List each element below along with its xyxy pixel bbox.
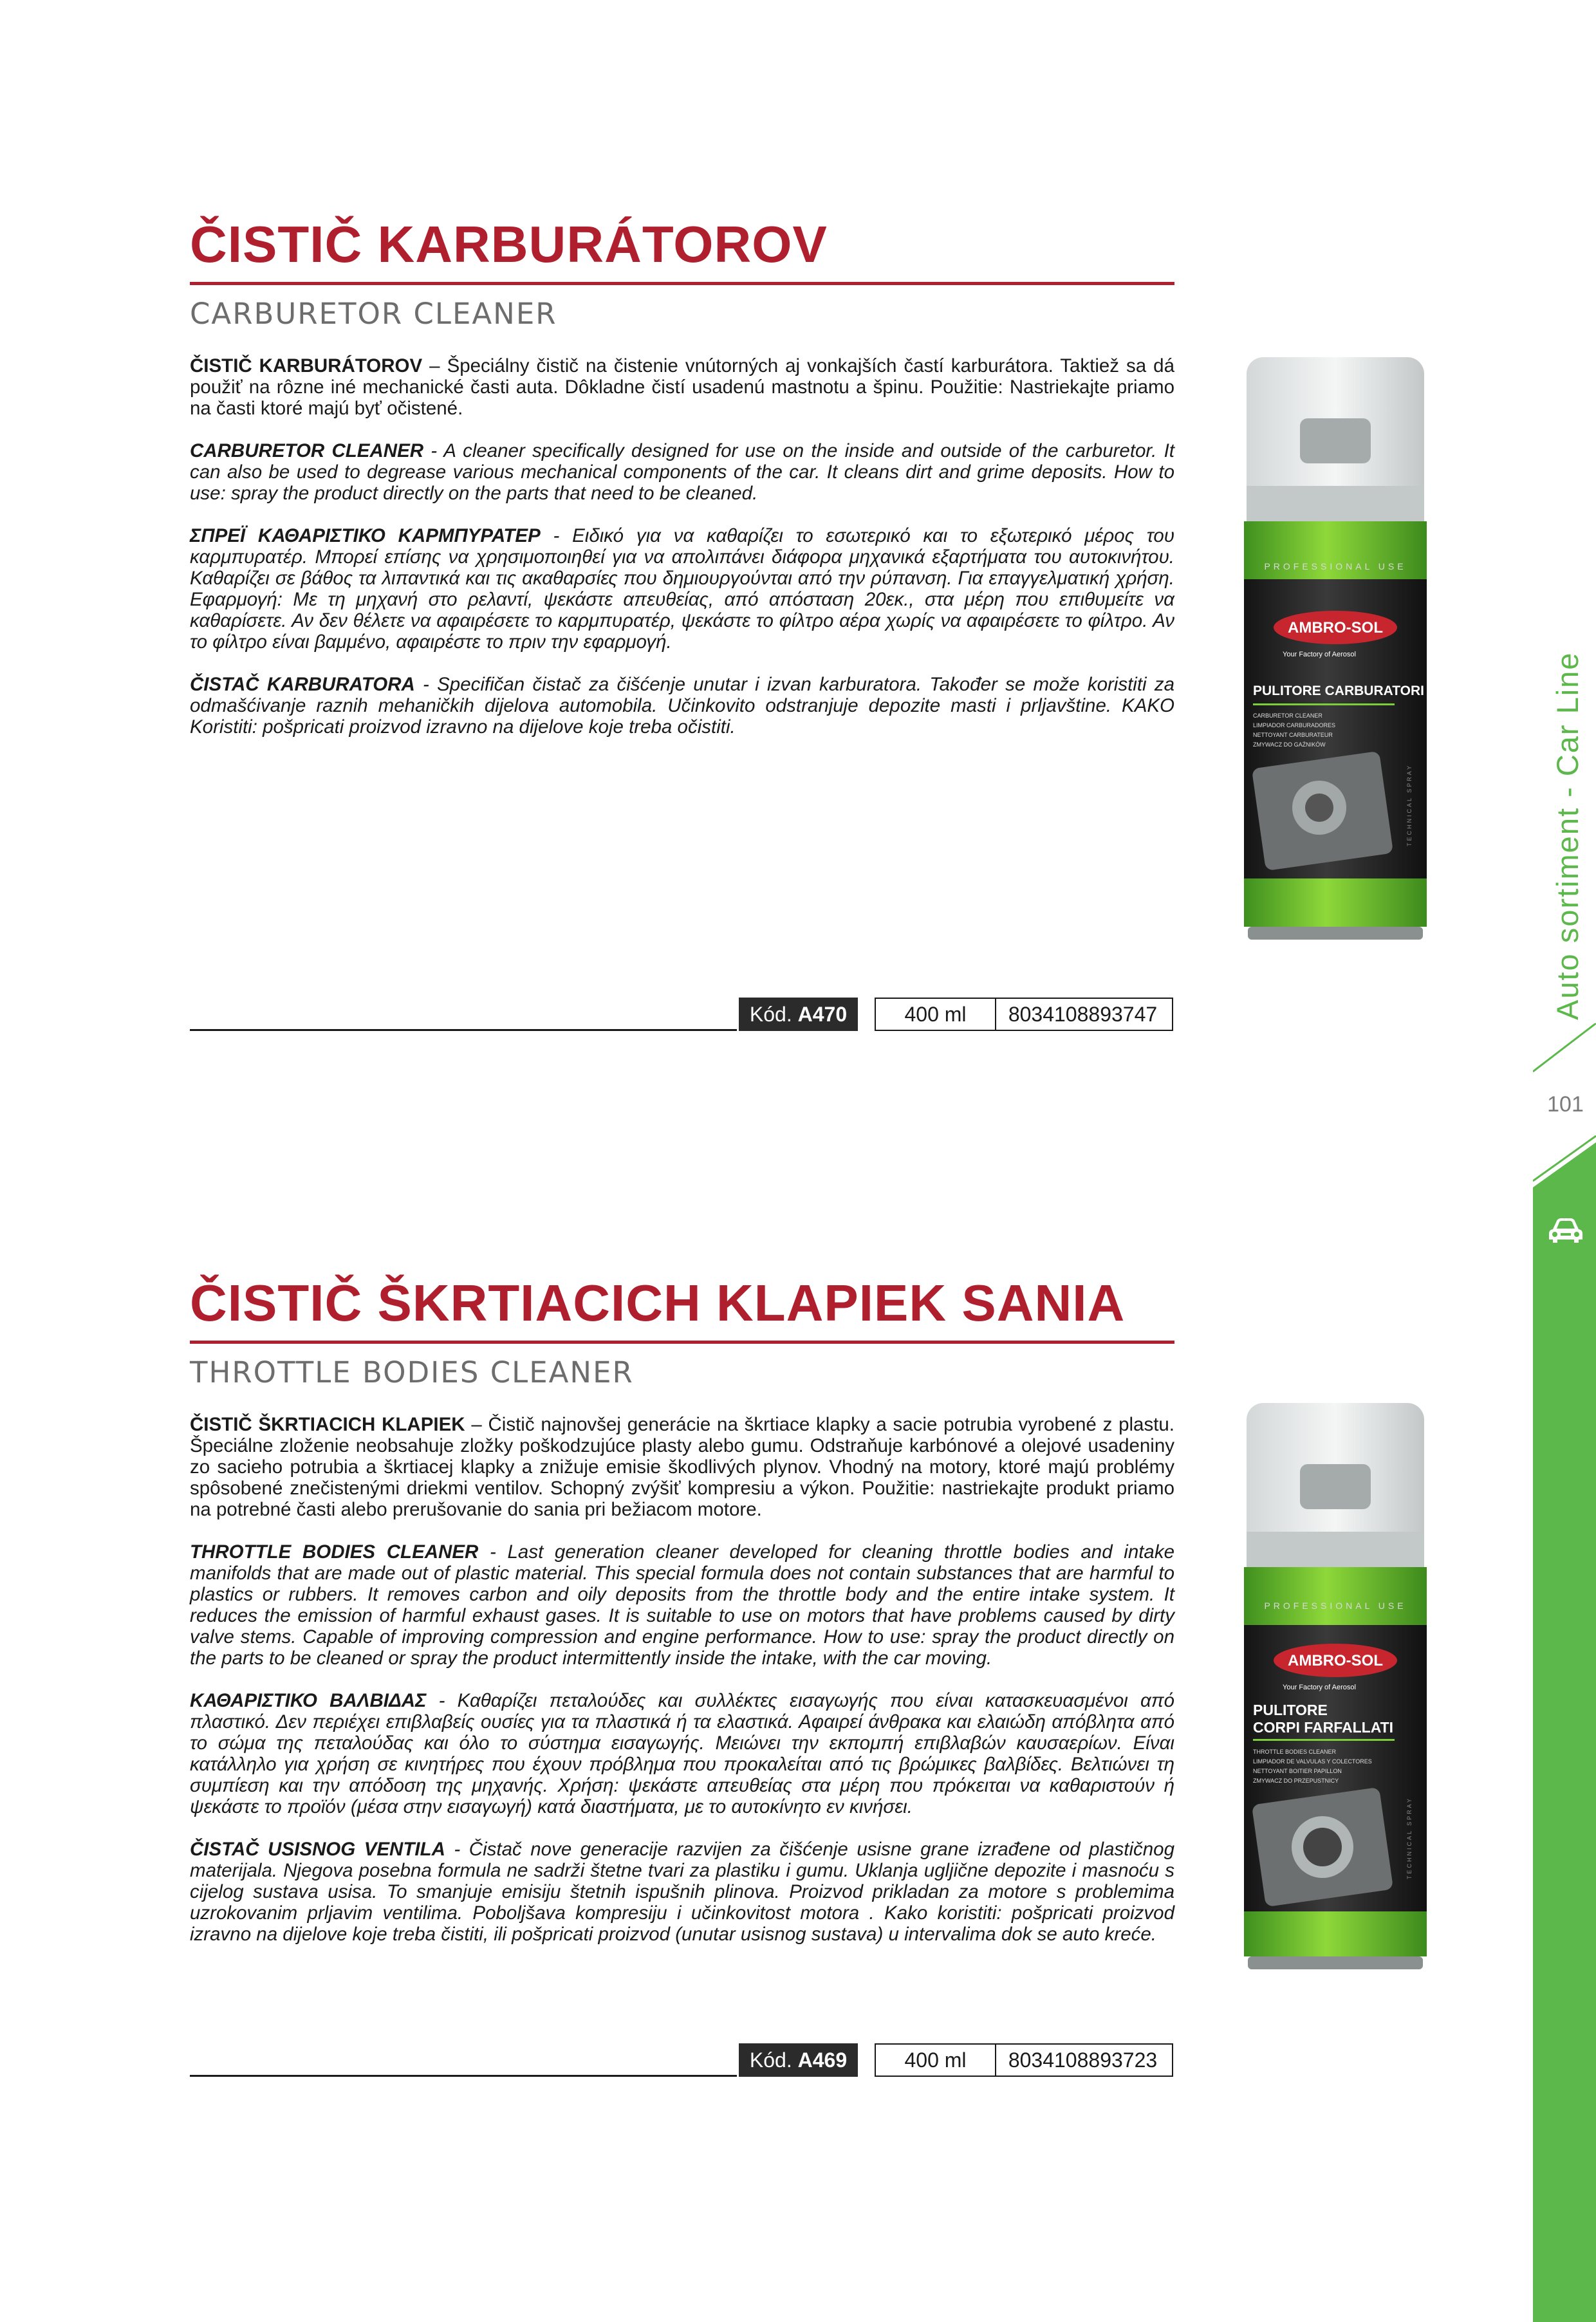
sidebar-wedge (1533, 1129, 1596, 1200)
product-code-row (190, 2043, 1174, 2077)
car-icon (1548, 1216, 1584, 1245)
can-header: PROFESSIONAL USE (1264, 561, 1407, 571)
can-product-name: PULITORE CARBURATORI (1253, 683, 1425, 698)
product-description (190, 1414, 1174, 1945)
svg-text:AMBRO-SOL: AMBRO-SOL (1288, 619, 1383, 636)
code-line (190, 2075, 737, 2077)
product-carburetor-cleaner (190, 216, 1174, 1043)
description-paragraph-hr: ČISTAČ KARBURATORA - Specifičan čistač za čišćenje unutar i izvan karburatora. Također se može koristiti za odmašćivanje raznih mehaničkih dijelova automobila. Učinkovito odstranjuje depozite masti i prljavštine. KAKO Koristiti: pošpricati proizvod izravno na dijelove koje treba očistiti. (190, 674, 1174, 738)
title-rule (190, 1341, 1174, 1344)
sidebar-divider-line (1533, 1023, 1596, 1075)
product-description (190, 355, 1174, 738)
svg-text:CARBURETOR CLEANER: CARBURETOR CLEANER (1253, 712, 1322, 719)
product-subtitle: CARBURETOR CLEANER (190, 297, 557, 331)
section-label: Auto sortiment - Car Line (1550, 651, 1584, 1020)
svg-text:TECHNICAL SPRAY: TECHNICAL SPRAY (1406, 763, 1413, 846)
description-paragraph-hr: ČISTAČ USISNOG VENTILA - Čistač nove generacije razvijen za čišćenje usisne grane izrađene od plastičnog materijala. Njegova posebna formula ne sadrži štetne tvari za plastiku i gumu. Uklanja ugljične depozite i masnoću s cijelog sustava usisa. To smanjuje emisiju štetnih ispušnih plinova. Proizvod prikladan za motore s problemima uzrokovanim prljavim ventilima. Poboljšava kompresiju i učinkovitost motora . Kako koristiti: pošpricati proizvod izravno na dijelove koje treba čistiti, ili pošpricati proizvod (unutar usisnog sustava) u intervalima dok se auto kreće. (190, 1839, 1174, 1945)
product-code-badge: Kód. A470 (739, 998, 858, 1031)
svg-text:Your Factory of Aerosol: Your Factory of Aerosol (1283, 651, 1356, 658)
description-paragraph-en: THROTTLE BODIES CLEANER - Last generation cleaner developed for cleaning throttle bodies and intake manifolds that are made out of plastic material. This special formula does not contain substances that are harmful to plastics or rubbers. It removes carbon and oily deposits from the throttle body and the entire intake system. It reduces the emission of harmful exhaust gases. It is suitable to use on motors that have problems caused by dirty valve stems. Capable of improving compression and engine performance. How to use: spray the product directly on the parts to be cleaned or spray the product intermittently inside the intake, with the car moving. (190, 1541, 1174, 1669)
svg-text:TECHNICAL SPRAY: TECHNICAL SPRAY (1406, 1796, 1413, 1879)
product-image-throttle-bodies-cleaner (1239, 1403, 1432, 1976)
product-volume: 400 ml (875, 2043, 996, 2077)
svg-text:NETTOYANT BOITIER PAPILLON: NETTOYANT BOITIER PAPILLON (1253, 1768, 1342, 1774)
code-line (190, 1029, 737, 1031)
can-product-name: PULITORE (1253, 1702, 1328, 1718)
svg-text:ZMYWACZ DO PRZEPUSTNICY: ZMYWACZ DO PRZEPUSTNICY (1253, 1778, 1339, 1784)
svg-text:AMBRO-SOL: AMBRO-SOL (1288, 1652, 1383, 1669)
product-ean: 8034108893723 (994, 2043, 1173, 2077)
svg-text:NETTOYANT CARBURATEUR: NETTOYANT CARBURATEUR (1253, 732, 1333, 738)
page-number: 101 (1547, 1092, 1584, 1117)
product-subtitle: THROTTLE BODIES CLEANER (190, 1355, 634, 1389)
product-code-badge: Kód. A469 (739, 2043, 858, 2077)
product-ean: 8034108893747 (994, 998, 1173, 1031)
description-paragraph-el: ΚΑΘΑΡΙΣΤΙΚΟ ΒΑΛΒΙΔΑΣ - Καθαρίζει πεταλούδες και συλλέκτες εισαγωγής που είναι κατασκευασμένοι από πλαστικό. Δεν περιέχει επιβλαβείς ουσίες για τα πλαστικά ή τα ελαστικά. Αφαιρεί άνθρακα και ελαιώδη απόβλητα από το σώμα της πεταλούδας και όλο το σύστημα εισαγωγής. Μειώνει την εκπομπή επιβλαβών καυσαερίων. Είναι κατάλληλο για χρήση σε κινητήρες που έχουν πρόβλημα που προκαλείται από τις βρώμικες βαλβίδες. Βελτιώνει τη συμπίεση και την απόδοση της μηχανής. Χρήση: ψεκάστε απευθείας στα μέρη που πρόκειται να καθαριστούν ή ψεκάστε το προϊόν (μέσα στην εισαγωγή) κατά διαστήματα, με το αυτοκίνητο εν κινήσει. (190, 1690, 1174, 1817)
product-title: ČISTIČ KARBURÁTOROV (190, 216, 828, 273)
title-rule (190, 282, 1174, 285)
description-paragraph-el: ΣΠΡΕΪ ΚΑΘΑΡΙΣΤΙΚΟ ΚΑΡΜΠΥΡΑΤΕΡ - Ειδικό για να καθαρίζει το εσωτερικό και το εξωτερικό μέρος του καρμπυρατέρ. Μπορεί επίσης να χρησιμοποιηθεί για να απολιπάνει διάφορα μηχανικά εξαρτήματα του αυτοκινήτου. Καθαρίζει σε βάθος τα λιπαντικά και τις ακαθαρσίες που δημιουργούνται από την ρύπανση. Για επαγγελματική χρήση. Εφαρμογή: Με τη μηχανή στο ρελαντί, ψεκάστε απευθείας, από απόσταση 20εκ., στα μέρη που επιθυμείτε να καθαρίσετε. Αν δεν θέλετε να αφαιρέσετε το καρμπυρατέρ, ψεκάστε το φίλτρο αέρα χωρίς να αφαιρέσετε το φίλτρο. Αν το φίλτρο είναι βαμμένο, αφαιρέστε το πριν την εφαρμογή. (190, 525, 1174, 653)
description-paragraph-en: CARBURETOR CLEANER - A cleaner specifically designed for use on the inside and outside of the carburetor. It can also be used to degrease various mechanical components of the car. It cleans dirt and grime deposits. How to use: spray the product directly on the parts that need to be cleaned. (190, 440, 1174, 504)
product-code-row (190, 998, 1174, 1031)
svg-text:LIMPIADOR CARBURADORES: LIMPIADOR CARBURADORES (1253, 722, 1336, 729)
product-volume: 400 ml (875, 998, 996, 1031)
svg-text:ZMYWACZ DO GAŹNIKÓW: ZMYWACZ DO GAŹNIKÓW (1253, 741, 1326, 748)
svg-text:LIMPIADOR DE VALVULAS Y COLECT: LIMPIADOR DE VALVULAS Y COLECTORES (1253, 1758, 1372, 1765)
product-throttle-bodies-cleaner (190, 1274, 1174, 2088)
description-paragraph-sk: ČISTIČ ŠKRTIACICH KLAPIEK – Čistič najnovšej generácie na škrtiace klapky a sacie potrubia vyrobené z plastu. Špeciálne zloženie neobsahuje zložky poškodzujúce plasty alebo gumu. Odstraňuje karbónové a olejové usadeniny zo sacieho potrubia a škrtiacej klapky a znižuje emisie škodlivých plynov. Vhodný na motory, ktoré majú problémy spôsobené znečistenými driekmi ventilov. Schopný zvýšiť kompresiu a výkon. Použitie: nastriekajte produkt priamo na potrebné časti alebo prerušovanie do sania pri bežiacom motore. (190, 1414, 1174, 1520)
svg-text:Your Factory of Aerosol: Your Factory of Aerosol (1283, 1684, 1356, 1691)
product-title: ČISTIČ ŠKRTIACICH KLAPIEK SANIA (190, 1274, 1126, 1332)
product-image-carburetor-cleaner (1239, 357, 1432, 949)
svg-text:CORPI FARFALLATI: CORPI FARFALLATI (1253, 1719, 1394, 1736)
sidebar-band (1533, 1197, 1596, 2322)
description-paragraph-sk: ČISTIČ KARBURÁTOROV – Špeciálny čistič na čistenie vnútorných aj vonkajších častí karburátora. Taktiež sa dá použiť na rôzne iné mechanické časti auta. Dôkladne čistí usadenú mastnotu a špinu. Použitie: Nastriekajte priamo na časti ktoré majú byť očistené. (190, 355, 1174, 419)
svg-text:THROTTLE BODIES CLEANER: THROTTLE BODIES CLEANER (1253, 1749, 1337, 1755)
can-header: PROFESSIONAL USE (1264, 1601, 1407, 1611)
